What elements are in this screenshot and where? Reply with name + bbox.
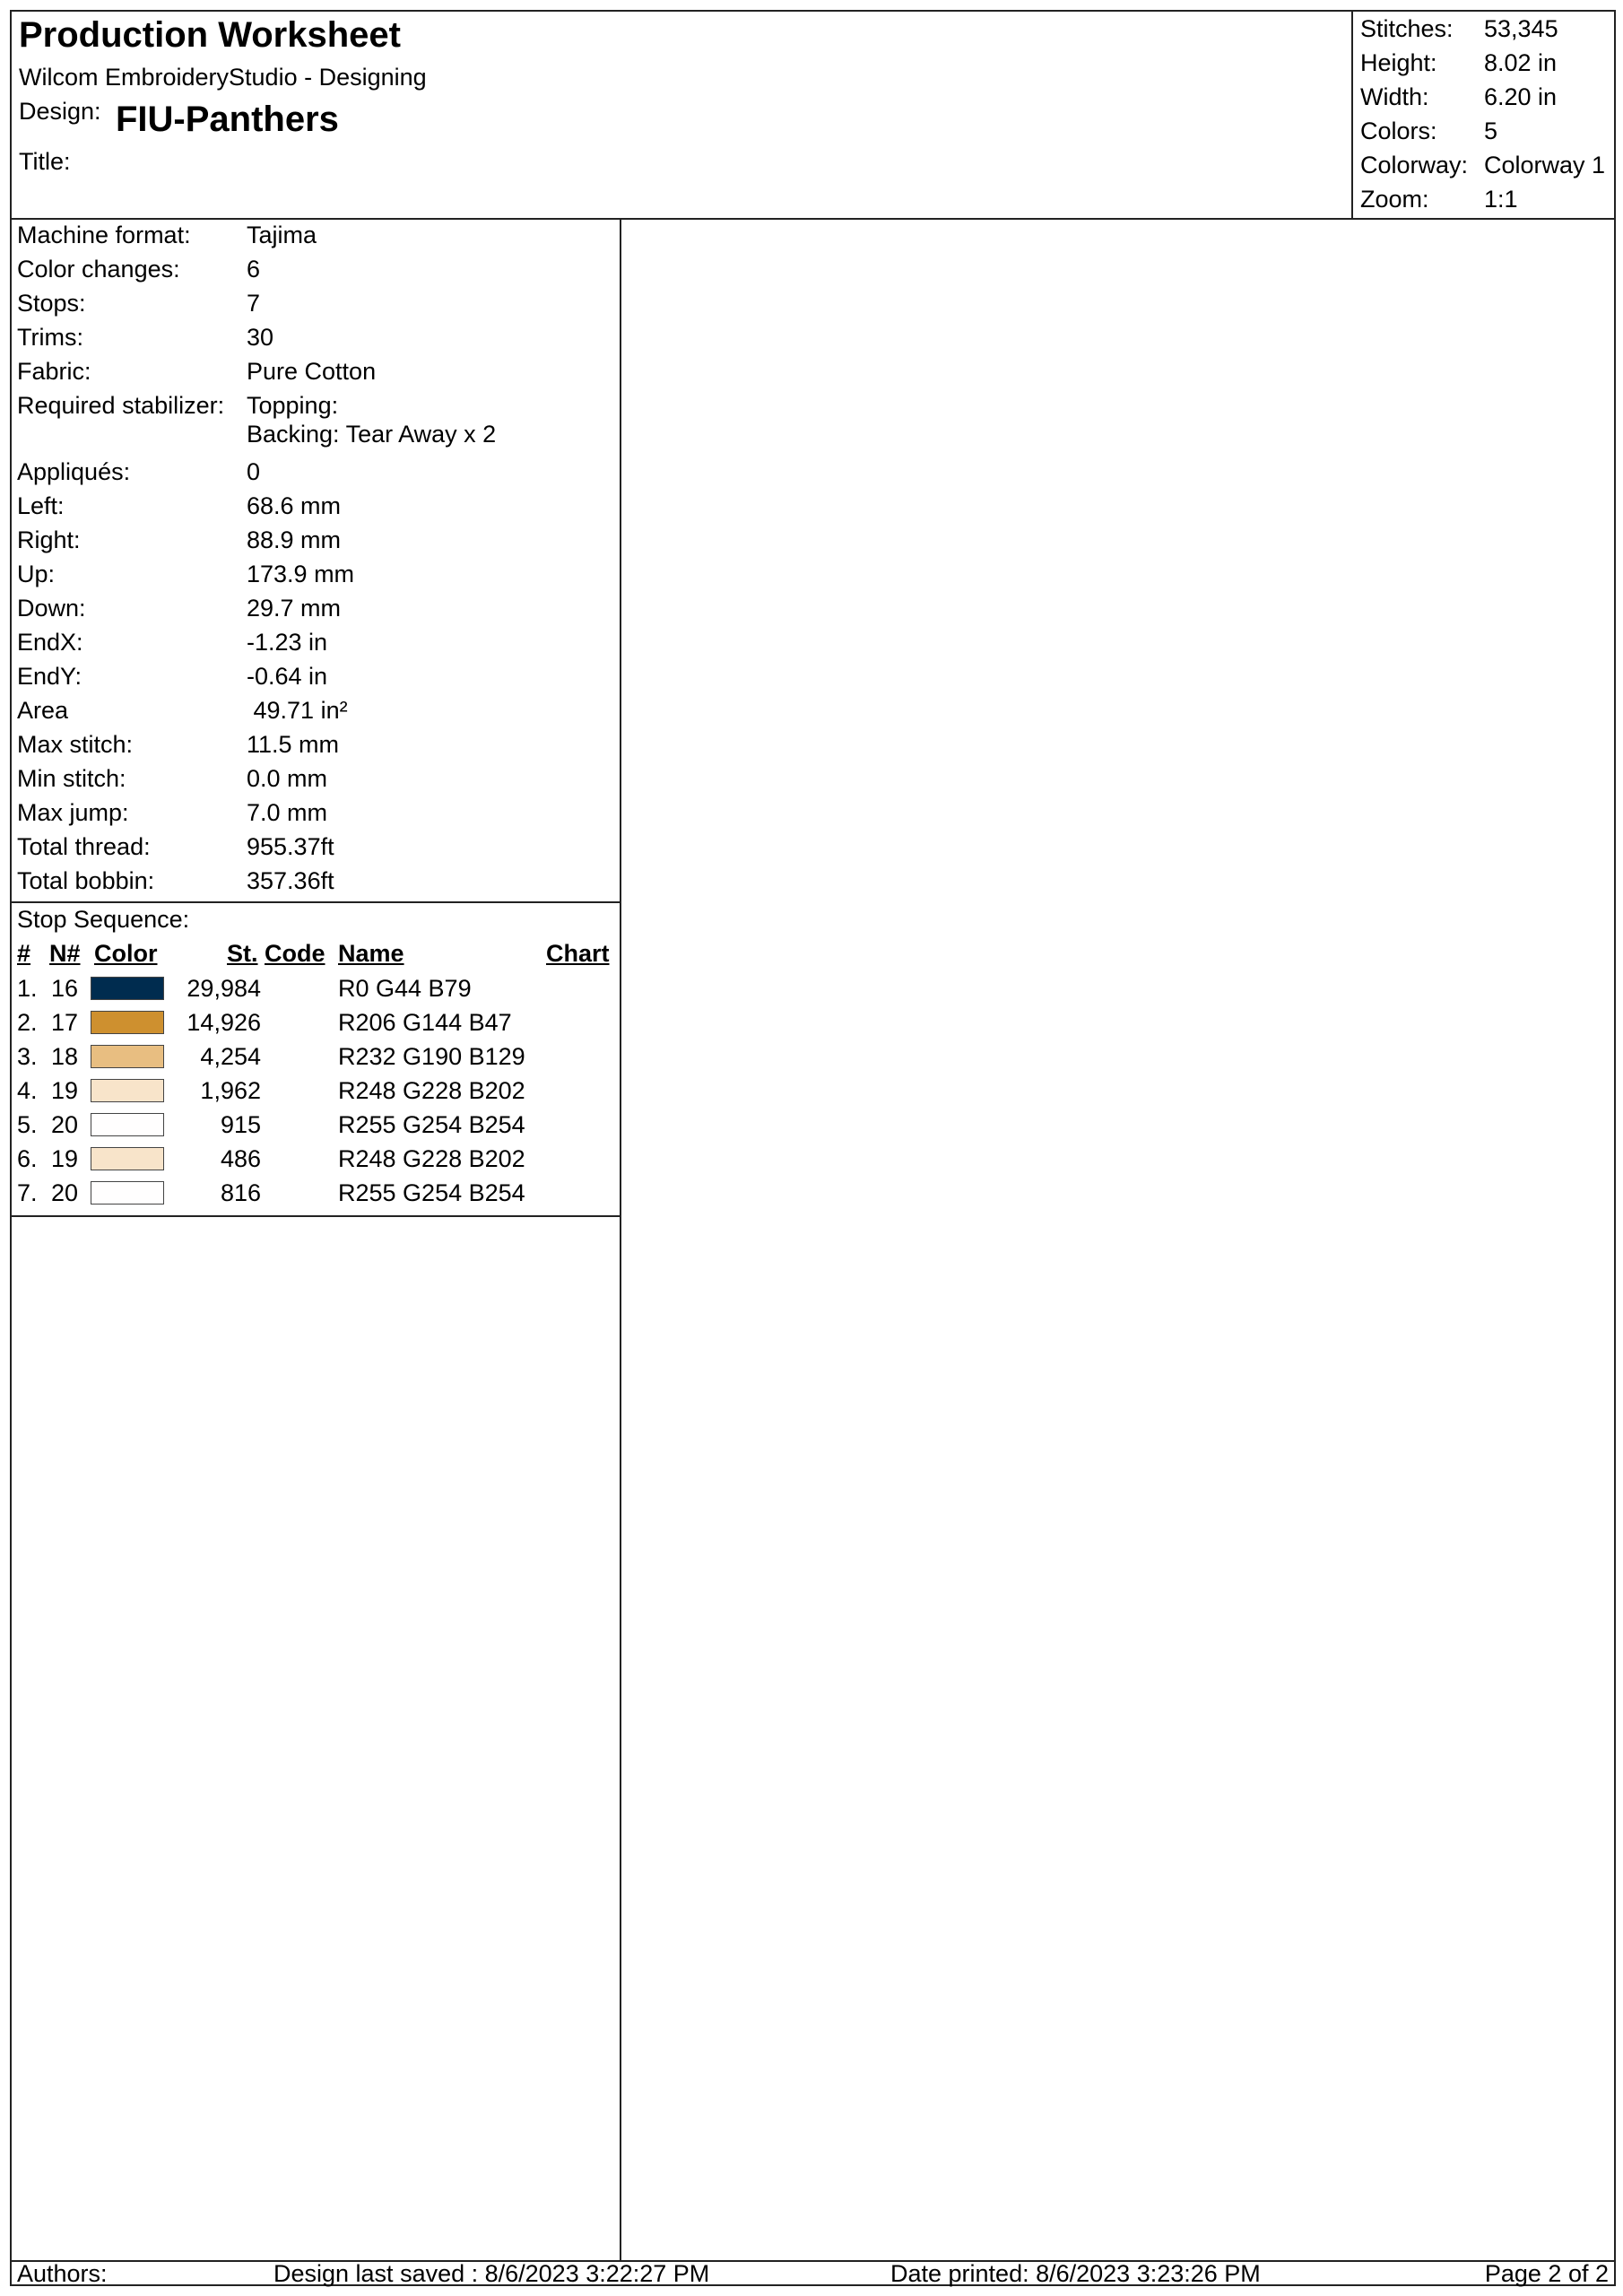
- info-value: 0: [247, 458, 261, 485]
- summary-value: 53,345: [1484, 15, 1558, 42]
- row-stitches: 915: [220, 1111, 261, 1138]
- info-label: Machine format:: [17, 222, 191, 248]
- info-label: Area: [17, 697, 69, 724]
- info-value: Tajima: [247, 222, 317, 248]
- table-row: [12, 1142, 620, 1176]
- row-index: 2.: [17, 1009, 38, 1036]
- info-value: -1.23 in: [247, 629, 328, 656]
- row-index: 6.: [17, 1145, 38, 1172]
- info-value: 173.9 mm: [247, 561, 355, 587]
- row-stitches: 4,254: [200, 1043, 261, 1070]
- app-line: Wilcom EmbroideryStudio - Designing: [19, 64, 427, 91]
- col-header-name: Name: [338, 940, 404, 967]
- info-value: 11.5 mm: [247, 731, 340, 758]
- table-row: [12, 1074, 620, 1108]
- footer-page-number: Page 2 of 2: [1484, 2260, 1609, 2287]
- table-row: [12, 971, 620, 1005]
- info-value: Pure Cotton: [247, 358, 377, 385]
- col-header-stitches: St.: [227, 940, 258, 967]
- design-name: FIU-Panthers: [116, 100, 339, 139]
- info-value: 7.0 mm: [247, 799, 328, 826]
- row-stitches: 816: [220, 1179, 261, 1206]
- info-value: 29.7 mm: [247, 595, 342, 622]
- info-label: Max jump:: [17, 799, 129, 826]
- row-needle: 16: [51, 975, 79, 1002]
- color-swatch: [91, 1079, 164, 1102]
- color-swatch: [91, 1181, 164, 1205]
- worksheet-frame: [10, 10, 1616, 2286]
- row-color-name: R232 G190 B129: [338, 1043, 525, 1070]
- summary-label: Height:: [1360, 49, 1437, 76]
- row-index: 7.: [17, 1179, 38, 1206]
- color-swatch: [91, 1045, 164, 1068]
- footer-authors: Authors:: [17, 2260, 108, 2287]
- row-index: 1.: [17, 975, 38, 1002]
- info-label: Max stitch:: [17, 731, 134, 758]
- info-value-line2: Backing: Tear Away x 2: [247, 421, 497, 448]
- row-index: 3.: [17, 1043, 38, 1070]
- summary-value: 8.02 in: [1484, 49, 1558, 76]
- summary-label: Zoom:: [1360, 186, 1429, 213]
- summary-label: Stitches:: [1360, 15, 1454, 42]
- col-header-color: Color: [94, 940, 158, 967]
- info-label: Total thread:: [17, 833, 151, 860]
- table-row: [12, 1039, 620, 1074]
- summary-value: 5: [1484, 117, 1498, 144]
- info-label: Min stitch:: [17, 765, 126, 792]
- table-row: [12, 1176, 620, 1210]
- info-label: Trims:: [17, 324, 83, 351]
- info-label: Fabric:: [17, 358, 91, 385]
- summary-label: Colorway:: [1360, 152, 1469, 178]
- info-value: Topping:: [247, 392, 339, 419]
- info-label: EndX:: [17, 629, 83, 656]
- col-header-code: Code: [265, 940, 325, 967]
- summary-label: Width:: [1360, 83, 1429, 110]
- row-needle: 19: [51, 1145, 79, 1172]
- summary-value: 1:1: [1484, 186, 1518, 213]
- row-color-name: R255 G254 B254: [338, 1111, 525, 1138]
- info-value: 49.71 in²: [247, 697, 348, 724]
- row-index: 4.: [17, 1077, 38, 1104]
- summary-label: Colors:: [1360, 117, 1437, 144]
- header-left: [12, 12, 1351, 218]
- row-color-name: R255 G254 B254: [338, 1179, 525, 1206]
- info-value: 30: [247, 324, 274, 351]
- info-value: -0.64 in: [247, 663, 328, 690]
- summary-value: 6.20 in: [1484, 83, 1558, 110]
- info-value: 357.36ft: [247, 867, 334, 894]
- info-value: 7: [247, 290, 261, 317]
- col-header-num: #: [17, 940, 31, 967]
- info-label: Up:: [17, 561, 56, 587]
- summary-panel: [1351, 12, 1616, 218]
- row-index: 5.: [17, 1111, 38, 1138]
- page-title: Production Worksheet: [19, 15, 401, 55]
- info-label: EndY:: [17, 663, 82, 690]
- color-swatch: [91, 1147, 164, 1170]
- summary-value: Colorway 1: [1484, 152, 1606, 178]
- info-label: Left:: [17, 492, 65, 519]
- col-header-chart: Chart: [546, 940, 610, 967]
- info-value: 88.9 mm: [247, 526, 342, 553]
- color-swatch: [91, 1011, 164, 1034]
- row-needle: 20: [51, 1179, 79, 1206]
- row-color-name: R248 G228 B202: [338, 1145, 525, 1172]
- info-label: Down:: [17, 595, 86, 622]
- stop-sequence: [12, 903, 620, 1217]
- footer-date-printed: Date printed: 8/6/2023 3:23:26 PM: [890, 2260, 1261, 2287]
- table-row: [12, 1005, 620, 1039]
- info-value: 68.6 mm: [247, 492, 342, 519]
- row-stitches: 486: [220, 1145, 261, 1172]
- row-needle: 20: [51, 1111, 79, 1138]
- info-value: 955.37ft: [247, 833, 334, 860]
- row-needle: 17: [51, 1009, 79, 1036]
- row-stitches: 1,962: [200, 1077, 261, 1104]
- color-swatch: [91, 1113, 164, 1136]
- row-color-name: R248 G228 B202: [338, 1077, 525, 1104]
- info-label: Total bobbin:: [17, 867, 155, 894]
- row-stitches: 14,926: [187, 1009, 261, 1036]
- info-label: Stops:: [17, 290, 86, 317]
- col-header-needle: N#: [49, 940, 81, 967]
- title-label: Title:: [19, 148, 71, 175]
- row-needle: 19: [51, 1077, 79, 1104]
- footer: [12, 2260, 1614, 2288]
- info-label: Appliqués:: [17, 458, 131, 485]
- info-value: 6: [247, 256, 261, 283]
- info-label: Right:: [17, 526, 81, 553]
- info-label: Color changes:: [17, 256, 180, 283]
- header: [12, 12, 1614, 220]
- design-info: [12, 218, 620, 903]
- row-stitches: 29,984: [187, 975, 261, 1002]
- design-label: Design:: [19, 98, 101, 125]
- color-swatch: [91, 977, 164, 1000]
- footer-last-saved: Design last saved : 8/6/2023 3:22:27 PM: [273, 2260, 710, 2287]
- table-row: [12, 1108, 620, 1142]
- stop-sequence-title: Stop Sequence:: [17, 906, 190, 933]
- info-value: 0.0 mm: [247, 765, 328, 792]
- row-color-name: R0 G44 B79: [338, 975, 472, 1002]
- row-needle: 18: [51, 1043, 79, 1070]
- info-label: Required stabilizer:: [17, 392, 225, 419]
- row-color-name: R206 G144 B47: [338, 1009, 512, 1036]
- left-column: [12, 218, 621, 2260]
